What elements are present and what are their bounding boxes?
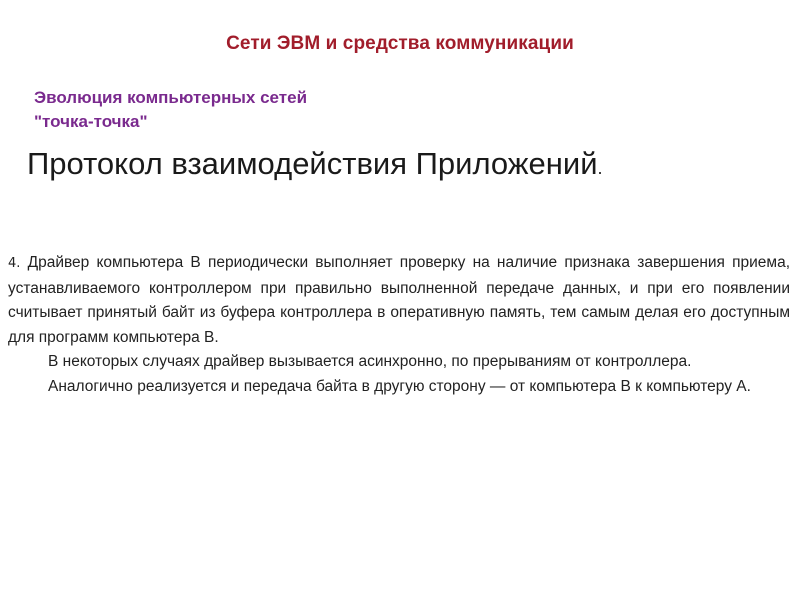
paragraph-2 [8, 350, 790, 375]
paragraph-2-text: В некоторых случаях драйвер вызывается асинхронно, по прерываниям от контроллера. [48, 353, 692, 370]
paragraph-1 [8, 251, 790, 350]
paragraph-3-text: Аналогично реализуется и передача байта в другую сторону — от компьютера В к компьютеру А. [48, 377, 751, 395]
section-title: Эволюция компьютерных сетей [34, 88, 308, 107]
course-title: Сети ЭВМ и средства коммуникации [226, 33, 574, 54]
section-subtitle: "точка-точка" [34, 112, 148, 131]
paragraph-1-text: Драйвер компьютера В периодически выполняет проверку на наличие признака завершения приема, устанавливаемого контроллером при правильно выполненной передаче данных, и при его появлении считывает принятый байт из буфера контроллера в оперативную память, тем самым делая его доступным для программ компьютера В. [8, 254, 790, 346]
paragraph-number: 4. [8, 256, 21, 271]
page-title-dot: . [597, 158, 603, 178]
paragraph-3 [8, 375, 790, 400]
page-title-text: Протокол взаимодействия Приложений [27, 146, 598, 181]
page-title [27, 146, 603, 182]
body-text [8, 251, 790, 399]
